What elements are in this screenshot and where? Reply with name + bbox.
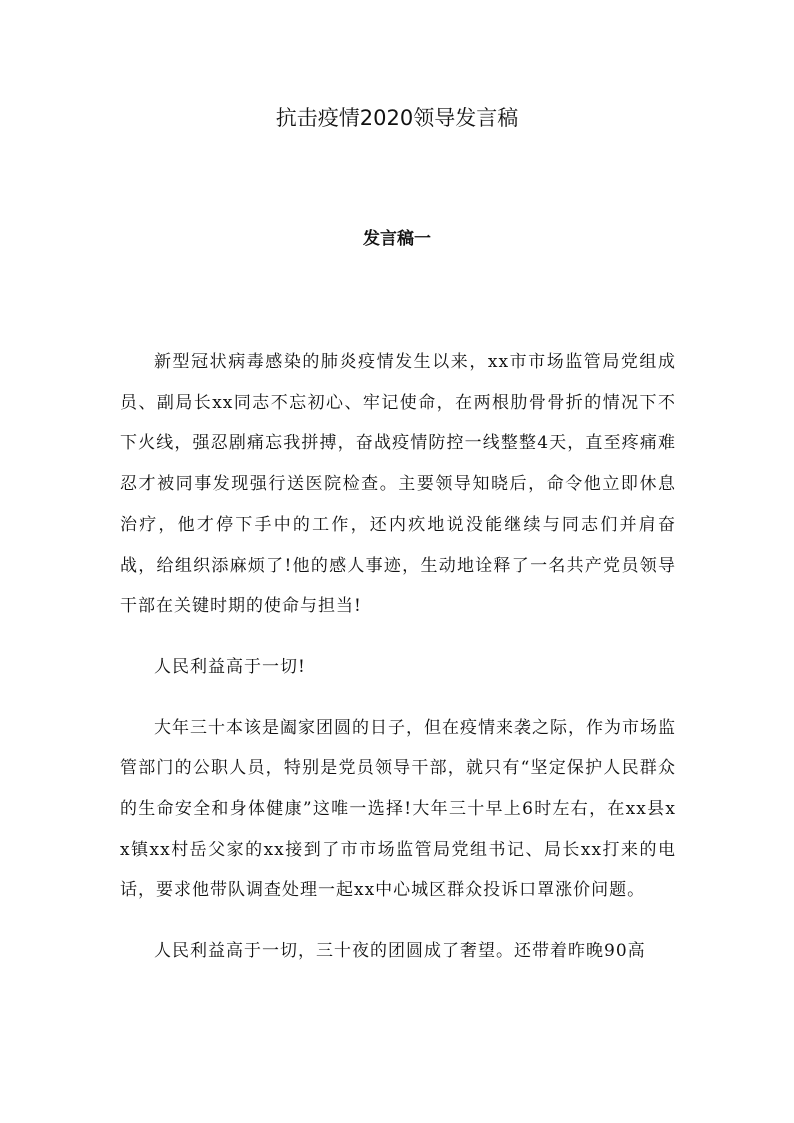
document-body xyxy=(120,342,676,972)
paragraph: 新型冠状病毒感染的肺炎疫情发生以来，xx市市场监管局党组成员、副局长xx同志不忘初心、牢记使命，在两根肋骨骨折的情况下不下火线，强忍剧痛忘我拼搏，奋战疫情防控一线整整4天，直至疼痛难忍才被同事发现强行送医院检查。主要领导知晓后，命令他立即休息治疗，他才停下手中的工作，还内疚地说没能继续与同志们并肩奋战，给组织添麻烦了!他的感人事迹，生动地诠释了一名共产党员领导干部在关键时期的使命与担当! xyxy=(120,352,676,617)
section-heading: 发言稿一 xyxy=(363,229,431,249)
paragraph: 人民利益高于一切，三十夜的团圆成了奢望。还带着昨晚90高 xyxy=(154,941,646,962)
document-title: 抗击疫情2020领导发言稿 xyxy=(275,106,519,130)
paragraph: 大年三十本该是阖家团圆的日子，但在疫情来袭之际，作为市场监管部门的公职人员，特别是党员领导干部，就只有“坚定保护人民群众的生命安全和身体健康”这唯一选择!大年三十早上6时左右，在xx县xx镇xx村岳父家的xx接到了市市场监管局党组书记、局长xx打来的电话，要求他带队调查处理一起xx中心城区群众投诉口罩涨价问题。 xyxy=(120,717,676,901)
paragraph: 人民利益高于一切! xyxy=(154,656,306,677)
